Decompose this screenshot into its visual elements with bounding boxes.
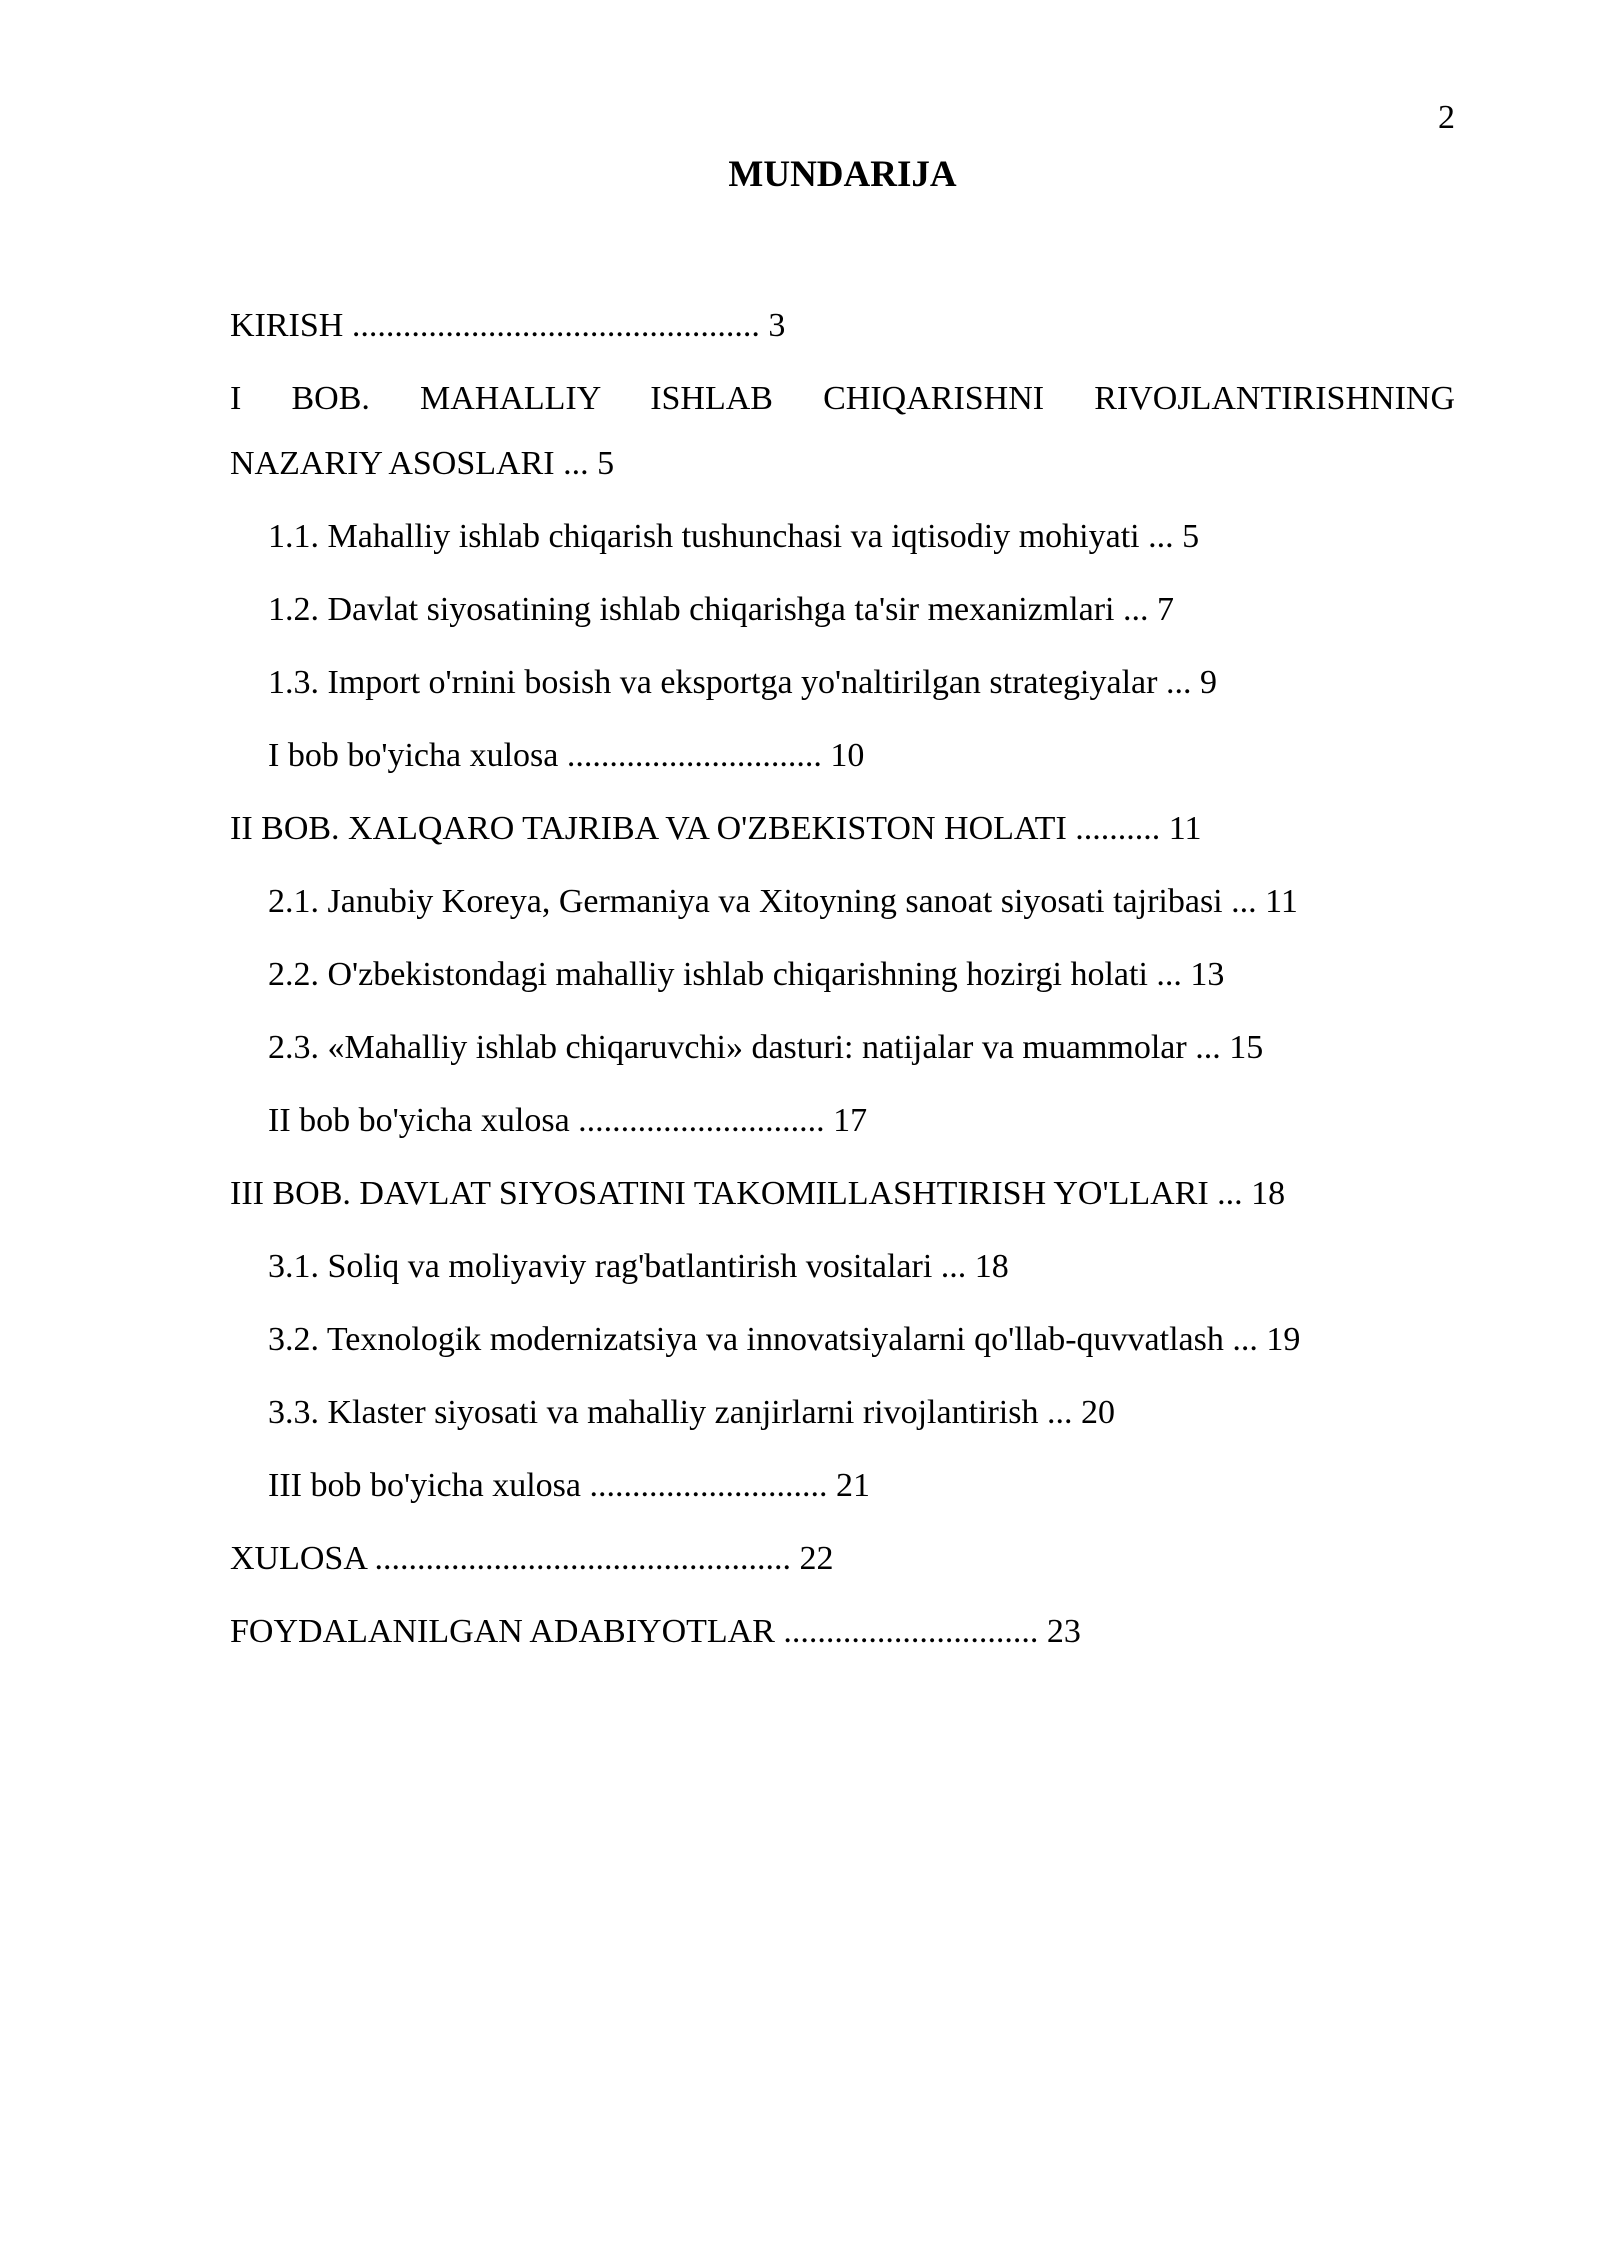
toc-item-section-3-1: 3.1. Soliq va moliyaviy rag'batlantirish vositalari ... 18 bbox=[268, 1248, 1009, 1285]
toc-item-section-2-3: 2.3. «Mahalliy ishlab chiqaruvchi» dasturi: natijalar va muammolar ... 15 bbox=[268, 1029, 1264, 1066]
toc-item-chapter-1-line-1: I BOB. MAHALLIY ISHLAB CHIQARISHNI RIVOJLANTIRISHNING bbox=[230, 380, 1455, 417]
toc-item-section-3-2: 3.2. Texnologik modernizatsiya va innovatsiyalarni qo'llab-quvvatlash ... 19 bbox=[268, 1321, 1301, 1358]
toc-item-chapter-2: II BOB. XALQARO TAJRIBA VA O'ZBEKISTON HOLATI .......... 11 bbox=[230, 810, 1202, 847]
toc-item-section-2-2: 2.2. O'zbekistondagi mahalliy ishlab chiqarishning hozirgi holati ... 13 bbox=[268, 956, 1225, 993]
toc-item-chapter-3: III BOB. DAVLAT SIYOSATINI TAKOMILLASHTIRISH YO'LLARI ... 18 bbox=[230, 1175, 1286, 1212]
toc-item-section-1-1: 1.1. Mahalliy ishlab chiqarish tushunchasi va iqtisodiy mohiyati ... 5 bbox=[268, 518, 1200, 555]
page-title: MUNDARIJA bbox=[728, 154, 957, 195]
page-number: 2 bbox=[1438, 99, 1455, 136]
toc-item-xulosa: XULOSA ................................................. 22 bbox=[230, 1540, 834, 1577]
toc-item-section-3-3: 3.3. Klaster siyosati va mahalliy zanjirlarni rivojlantirish ... 20 bbox=[268, 1394, 1115, 1431]
toc-item-section-1-2: 1.2. Davlat siyosatining ishlab chiqarishga ta'sir mexanizmlari ... 7 bbox=[268, 591, 1174, 628]
toc-item-kirish: KIRISH ................................................ 3 bbox=[230, 307, 786, 344]
toc-item-references: FOYDALANILGAN ADABIYOTLAR .............................. 23 bbox=[230, 1613, 1081, 1650]
toc-item-chapter-1-conclusion: I bob bo'yicha xulosa .............................. 10 bbox=[268, 737, 865, 774]
toc-item-chapter-3-conclusion: III bob bo'yicha xulosa ............................ 21 bbox=[268, 1467, 870, 1504]
toc-item-chapter-1-line-2: NAZARIY ASOSLARI ... 5 bbox=[230, 445, 615, 482]
toc-item-section-2-1: 2.1. Janubiy Koreya, Germaniya va Xitoyning sanoat siyosati tajribasi ... 11 bbox=[268, 883, 1298, 920]
toc-item-section-1-3: 1.3. Import o'rnini bosish va eksportga yo'naltirilgan strategiyalar ... 9 bbox=[268, 664, 1217, 701]
toc-item-chapter-2-conclusion: II bob bo'yicha xulosa ............................. 17 bbox=[268, 1102, 868, 1139]
